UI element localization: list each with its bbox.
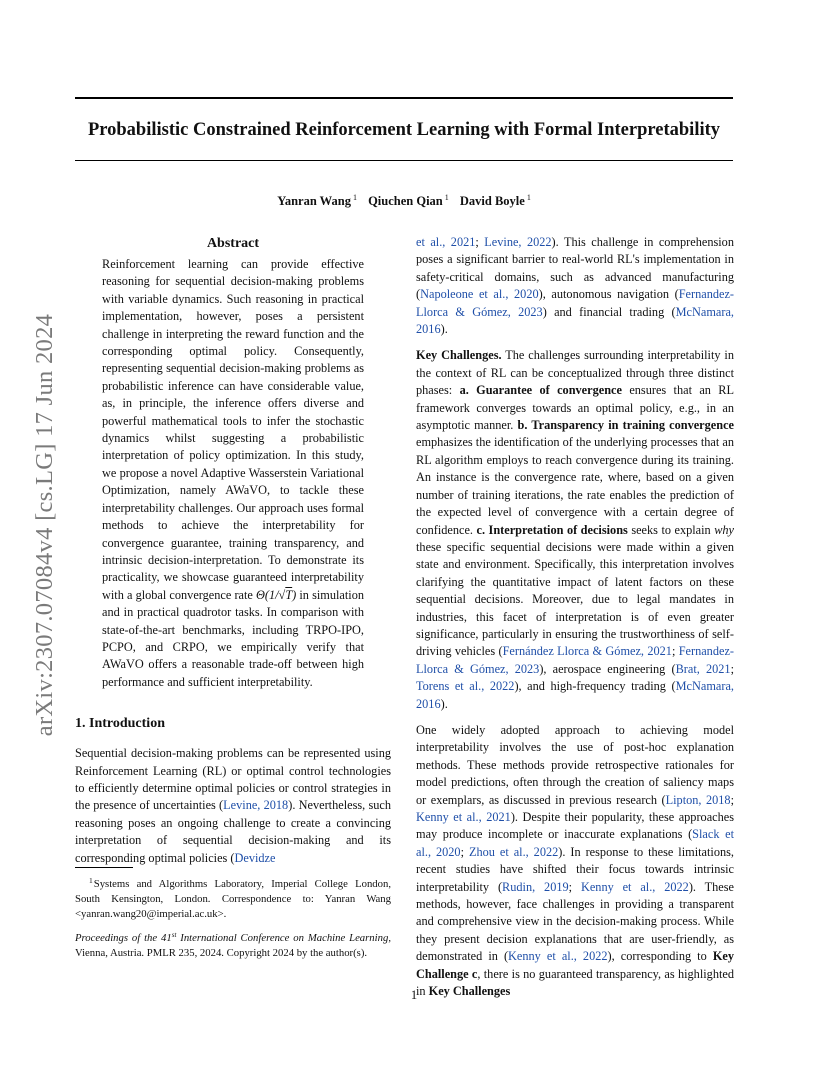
author-3 bbox=[460, 194, 531, 208]
paragraph-text: emphasizes the identification of the underlying processes that an RL algorithm employs to reach convergence during its training. An instance is the convergence rate, where, based on a given number of training iterations, the rate enables the prediction of the expected level of convergence with a certain degree of confidence. bbox=[416, 435, 734, 537]
paragraph-text: ), autonomous navigation ( bbox=[538, 287, 679, 302]
separator: ; bbox=[730, 792, 734, 807]
challenge-b-label: b. Transparency in training convergence bbox=[517, 418, 734, 433]
separator: ; bbox=[460, 844, 469, 859]
convergence-rate-formula bbox=[256, 588, 296, 602]
author-name: Yanran Wang bbox=[277, 194, 351, 208]
footnote-rule bbox=[75, 867, 133, 868]
author-name: Qiuchen Qian bbox=[368, 194, 443, 208]
citation-link[interactable]: Rudin, 2019 bbox=[502, 879, 569, 894]
abstract-body bbox=[102, 256, 364, 691]
paragraph-text: ). These methods, however, face challenges in providing a transparent and comprehensive view in the decision-making process. While they present decision explanations that are user-friendly, as demonstrated in ( bbox=[416, 879, 735, 964]
paragraph-lead: Key Challenges. bbox=[416, 348, 502, 363]
citation-link[interactable]: Torens et al., 2022 bbox=[416, 679, 515, 694]
challenge-a-label: a. Guarantee of convergence bbox=[459, 383, 622, 398]
ordinal-suffix: st bbox=[171, 931, 177, 939]
citation-link[interactable]: Zhou et al., 2022 bbox=[468, 844, 559, 859]
abstract-text-part: Reinforcement learning can provide effective reasoning for sequential decision-making problems with variable dynamics. Such reasoning in practical implementation, however, poses a persistent challenge in interpreting the reward function and the corresponding optimal policy. Consequently, representing sequential decision-making problems as probabilistic inference can have considerable value, as, in principle, the inference offers diverse and powerful mathematical tools to infer the stochastic dynamics whilst suggesting a probabilistic interpretation of policy optimization. In this study, we propose a novel Adaptive Wasserstein Variational Optimization, namely AWaVO, to tackle these interpretability challenges. Our approach uses formal methods to achieve the interpretability for convergence guarantee, training transparency, and intrinsic decision-interpretation. To demonstrate its practicality, we showcase guaranteed interpretability with a global convergence rate bbox=[102, 257, 364, 602]
citation-link[interactable]: Napoleone et al., 2020 bbox=[420, 287, 539, 302]
affiliation-mark: 1 bbox=[444, 193, 449, 202]
separator: ; bbox=[568, 879, 581, 894]
paragraph-continuation bbox=[416, 234, 734, 338]
arxiv-identifier-stamp: arXiv:2307.07084v4 [cs.LG] 17 Jun 2024 bbox=[31, 313, 58, 737]
paragraph-text: One widely adopted approach to achieving model interpretability involves the use of post-hoc explanation methods. These methods provide retrospective rationales for model predictions, often through the creation of saliency maps or exemplars, as discussed in previous research ( bbox=[416, 722, 734, 807]
author-name: David Boyle bbox=[459, 194, 525, 208]
challenge-c-label: c. Interpretation of decisions bbox=[476, 522, 628, 537]
paragraph-text: The challenges surrounding interpretability in the context of RL can be conceptualized through three distinct phases: bbox=[416, 348, 734, 398]
key-challenge-ref: Key Challenge c bbox=[416, 949, 734, 981]
key-challenges-paragraph bbox=[416, 347, 734, 713]
citation-link[interactable]: Brat, 2021 bbox=[675, 661, 731, 676]
citation-link[interactable]: Kenny et al., 2022 bbox=[580, 879, 689, 894]
key-challenge-ref: Key Challenges bbox=[428, 984, 511, 999]
paragraph-text: ), corresponding to bbox=[607, 949, 713, 964]
citation-link[interactable]: Levine, 2018 bbox=[223, 798, 289, 813]
citation-link[interactable]: Fernandez-Llorca & Gómez, 2023 bbox=[416, 287, 735, 319]
venue-text: Proceedings of the 41 bbox=[75, 932, 172, 944]
affiliation-mark: 1 bbox=[526, 193, 531, 202]
paragraph-text: ). Despite their popularity, these approaches may produce incomplete or inaccurate explanations ( bbox=[416, 810, 735, 842]
paragraph-text: ). bbox=[440, 322, 448, 337]
interpretability-approaches-paragraph bbox=[416, 722, 734, 1001]
paragraph-text: ). In response to these limitations, recent studies have shifted their focus towards intrinsic interpretability ( bbox=[416, 844, 734, 894]
separator: ; bbox=[671, 644, 679, 659]
page-number: 1 bbox=[410, 988, 418, 1002]
citation-link[interactable]: Lipton, 2018 bbox=[665, 792, 731, 807]
citation-link[interactable]: Devidze bbox=[234, 850, 276, 865]
right-column bbox=[416, 234, 734, 1009]
paragraph-text: ensures that an RL framework converges towards an optimal policy, e.g., in an asymptotic manner. bbox=[416, 383, 735, 433]
affiliation-footnote bbox=[75, 873, 391, 923]
venue-text: International Conference on Machine Learning bbox=[176, 932, 389, 944]
proceedings-note bbox=[75, 928, 391, 961]
paper-title: Probabilistic Constrained Reinforcement Learning with Formal Interpretability bbox=[87, 120, 721, 140]
proceedings-details: , Vienna, Austria. PMLR 235, 2024. Copyright 2024 by the author(s). bbox=[75, 932, 391, 960]
paragraph-text: , there is no guaranteed transparency, as highlighted in bbox=[416, 966, 734, 999]
section-heading-introduction: 1. Introduction bbox=[75, 716, 165, 732]
paragraph-text: ). Nevertheless, such reasoning poses an ongoing challenge to create a convincing interpretation of sequential decision-making and its corresponding optimal policies ( bbox=[75, 798, 391, 865]
formula-suffix: ) bbox=[292, 587, 297, 602]
title-bottom-rule bbox=[75, 160, 733, 161]
author-2 bbox=[368, 194, 449, 208]
citation-link[interactable]: et al., 2021 bbox=[416, 235, 476, 249]
citation-link[interactable]: Levine, 2022 bbox=[484, 235, 552, 249]
title-top-rule bbox=[75, 97, 733, 99]
left-column bbox=[75, 234, 391, 867]
footnote-mark: 1 bbox=[89, 876, 93, 885]
proceedings-venue bbox=[75, 932, 388, 944]
citation-link[interactable]: McNamara, 2016 bbox=[416, 679, 734, 711]
citation-link[interactable]: Slack et al., 2020 bbox=[416, 827, 734, 859]
abstract-text-part: in simulation and in practical quadrotor tasks. In comparison with state-of-the-art benchmarks, including TRPO-IPO, PCPO, and CRPO, we empirically verify that AWaVO offers a reasonable trade-off between high performance and sufficient interpretability. bbox=[102, 587, 364, 689]
paragraph-text: ). This challenge in comprehension poses a significant barrier to real-world RL's implementation in safety-critical domains, such as advanced manufacturing ( bbox=[416, 235, 734, 302]
citation-link[interactable]: Kenny et al., 2022 bbox=[508, 949, 608, 964]
paragraph-text: these specific sequential decisions were made within a given state and environment. Specifically, this interpretation involves clarifying the quantitative impact of latent factors on these sequential decisions. Moreover, due to legal mandates in industries, this facet of interpretation is of even greater significance, particularly in ensuring the trustworthiness of self-driving vehicles ( bbox=[416, 539, 734, 659]
author-1 bbox=[277, 194, 357, 208]
citation-link[interactable]: Kenny et al., 2021 bbox=[416, 810, 511, 824]
author-list bbox=[75, 189, 733, 210]
formula-prefix: Θ(1/√ bbox=[256, 587, 286, 602]
separator: ; bbox=[475, 235, 485, 249]
introduction-paragraph bbox=[75, 745, 391, 867]
affiliation-mark: 1 bbox=[352, 193, 357, 202]
formula-variable: T bbox=[285, 587, 293, 602]
paragraph-text: Sequential decision-making problems can be represented using Reinforcement Learning (RL) or optimal control technologies to efficiently determine optimal policies or control strategies in the presence of uncertainties ( bbox=[75, 746, 391, 813]
emphasis-why: why bbox=[714, 522, 734, 537]
paragraph-text: ) and financial trading ( bbox=[542, 304, 676, 319]
citation-link[interactable]: Fernandez-Llorca & Gómez, 2023 bbox=[416, 644, 734, 676]
citation-link[interactable]: Fernández Llorca & Gómez, 2021 bbox=[502, 644, 672, 659]
paragraph-text: ), and high-frequency trading ( bbox=[514, 679, 676, 694]
paragraph-text: seeks to explain bbox=[627, 522, 715, 537]
citation-link[interactable]: McNamara, 2016 bbox=[416, 304, 734, 337]
separator: ; bbox=[730, 661, 734, 676]
paragraph-text: ). bbox=[440, 696, 448, 711]
paragraph-text: ), aerospace engineering ( bbox=[539, 661, 676, 676]
footnote-text: Systems and Algorithms Laboratory, Imperial College London, South Kensington, London. Correspondence to: Yanran Wang <yanran.wang20@imperial.ac.uk>. bbox=[75, 878, 391, 921]
abstract-heading: Abstract bbox=[206, 236, 260, 251]
